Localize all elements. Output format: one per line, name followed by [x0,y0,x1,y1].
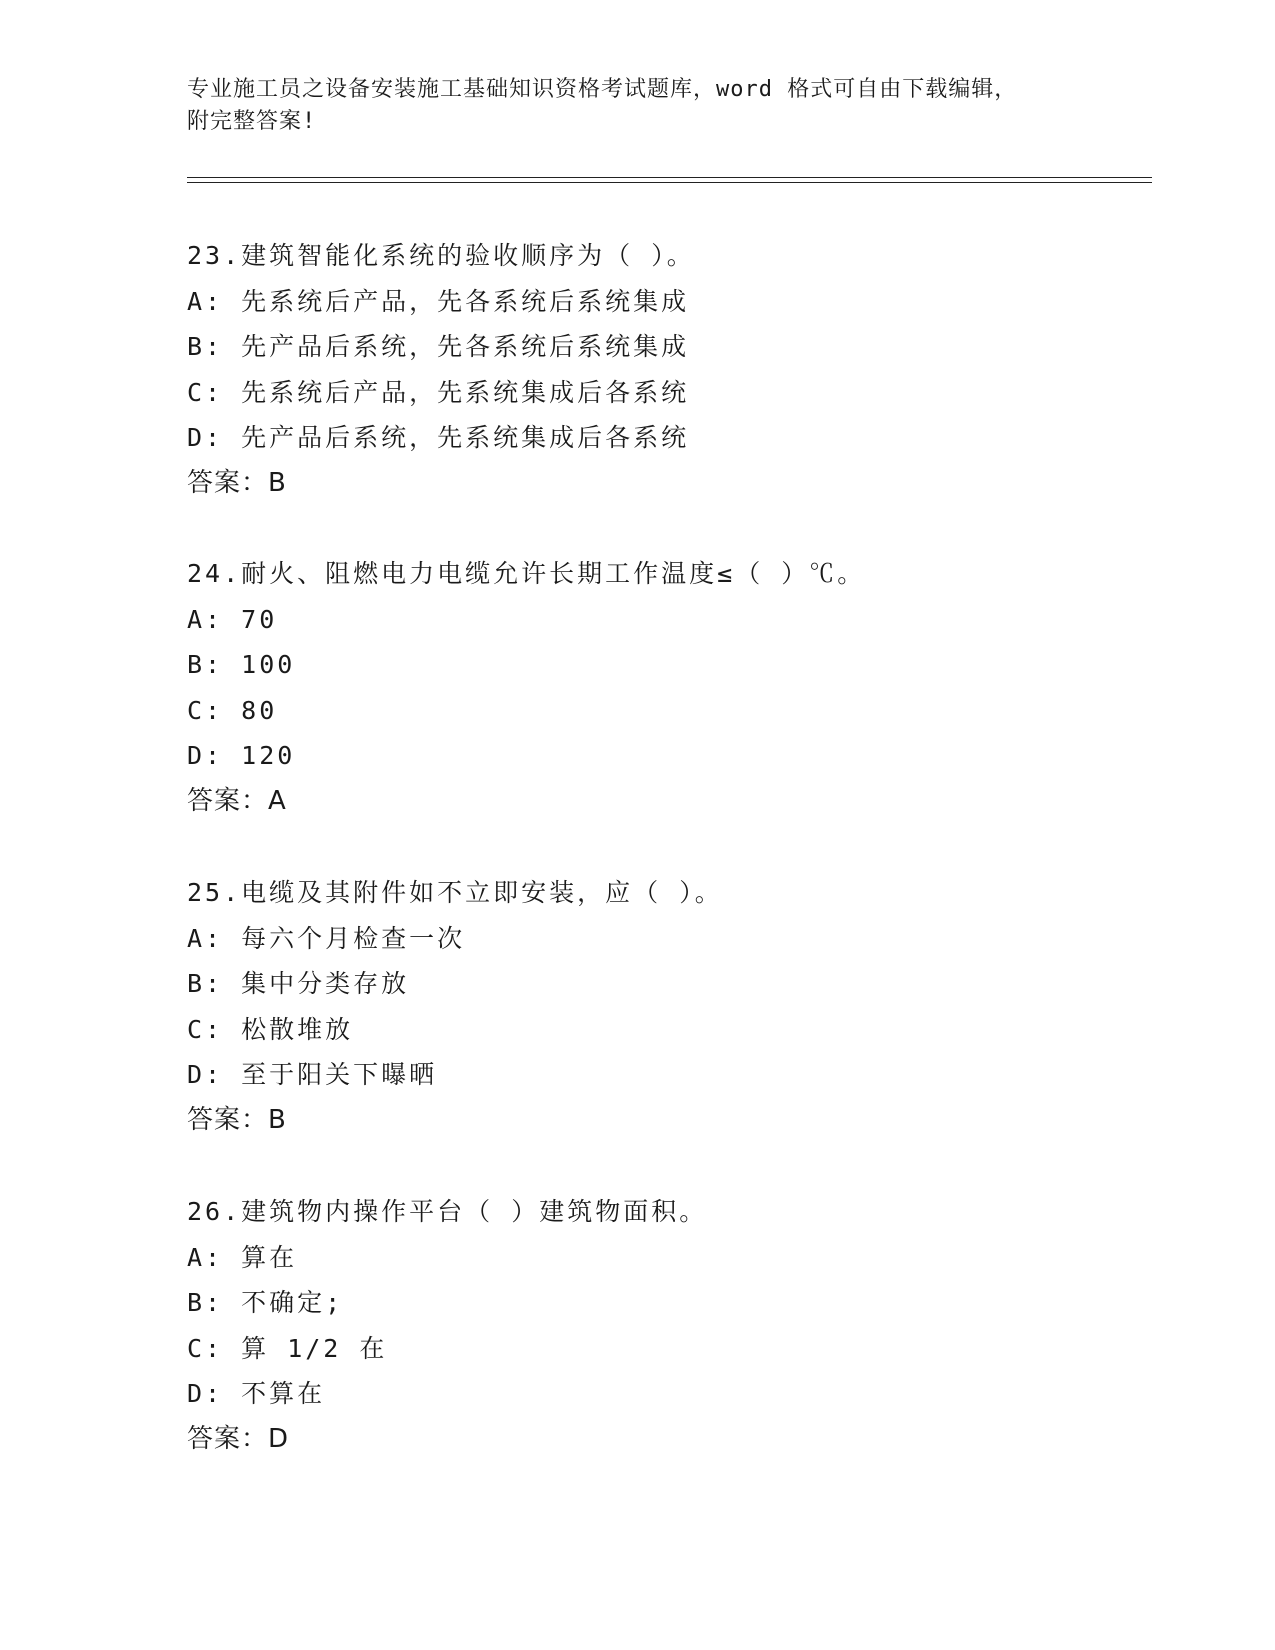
option-b: B: 先产品后系统，先各系统后系统集成 [187,332,690,361]
option-a: A: 先系统后产品，先各系统后系统集成 [187,286,690,316]
question-stem: 24.耐火、阻燃电力电缆允许长期工作温度≤（ ）℃。 [187,559,866,588]
option-c: C: 算 1/2 在 [187,1333,388,1363]
option-a: A: 70 [187,604,278,634]
header-divider-top [187,177,1152,178]
option-d: D: 至于阳关下曝晒 [187,1060,438,1089]
header-divider-bottom [187,182,1152,183]
option-c: C: 先系统后产品，先系统集成后各系统 [187,377,690,407]
option-d: D: 不算在 [187,1379,326,1408]
answer-line: 答案：D [187,1423,290,1454]
question-26 [187,1189,1147,1462]
document-header [187,74,1087,138]
option-a: A: 每六个月检查一次 [187,923,466,953]
option-b: B: 100 [187,650,296,679]
option-a: A: 算在 [187,1242,298,1272]
option-b: B: 不确定; [187,1288,344,1317]
answer-line: 答案：A [187,785,287,816]
question-stem: 25.电缆及其附件如不立即安装，应（ ）。 [187,878,723,907]
answer-line: 答案：B [187,467,287,498]
question-stem: 26.建筑物内操作平台（ ）建筑物面积。 [187,1197,708,1226]
option-c: C: 松散堆放 [187,1014,354,1044]
answer-line: 答案：B [187,1104,287,1135]
option-d: D: 先产品后系统，先系统集成后各系统 [187,423,690,452]
question-25 [187,870,1147,1143]
option-c: C: 80 [187,695,278,725]
header-line-2: 附完整答案! [187,109,317,134]
option-b: B: 集中分类存放 [187,969,410,998]
question-23 [187,233,1147,506]
question-stem: 23.建筑智能化系统的验收顺序为（ ）。 [187,241,695,270]
option-d: D: 120 [187,741,296,770]
question-24 [187,551,1147,824]
header-line-1: 专业施工员之设备安装施工基础知识资格考试题库，word 格式可自由下载编辑， [187,77,1018,102]
